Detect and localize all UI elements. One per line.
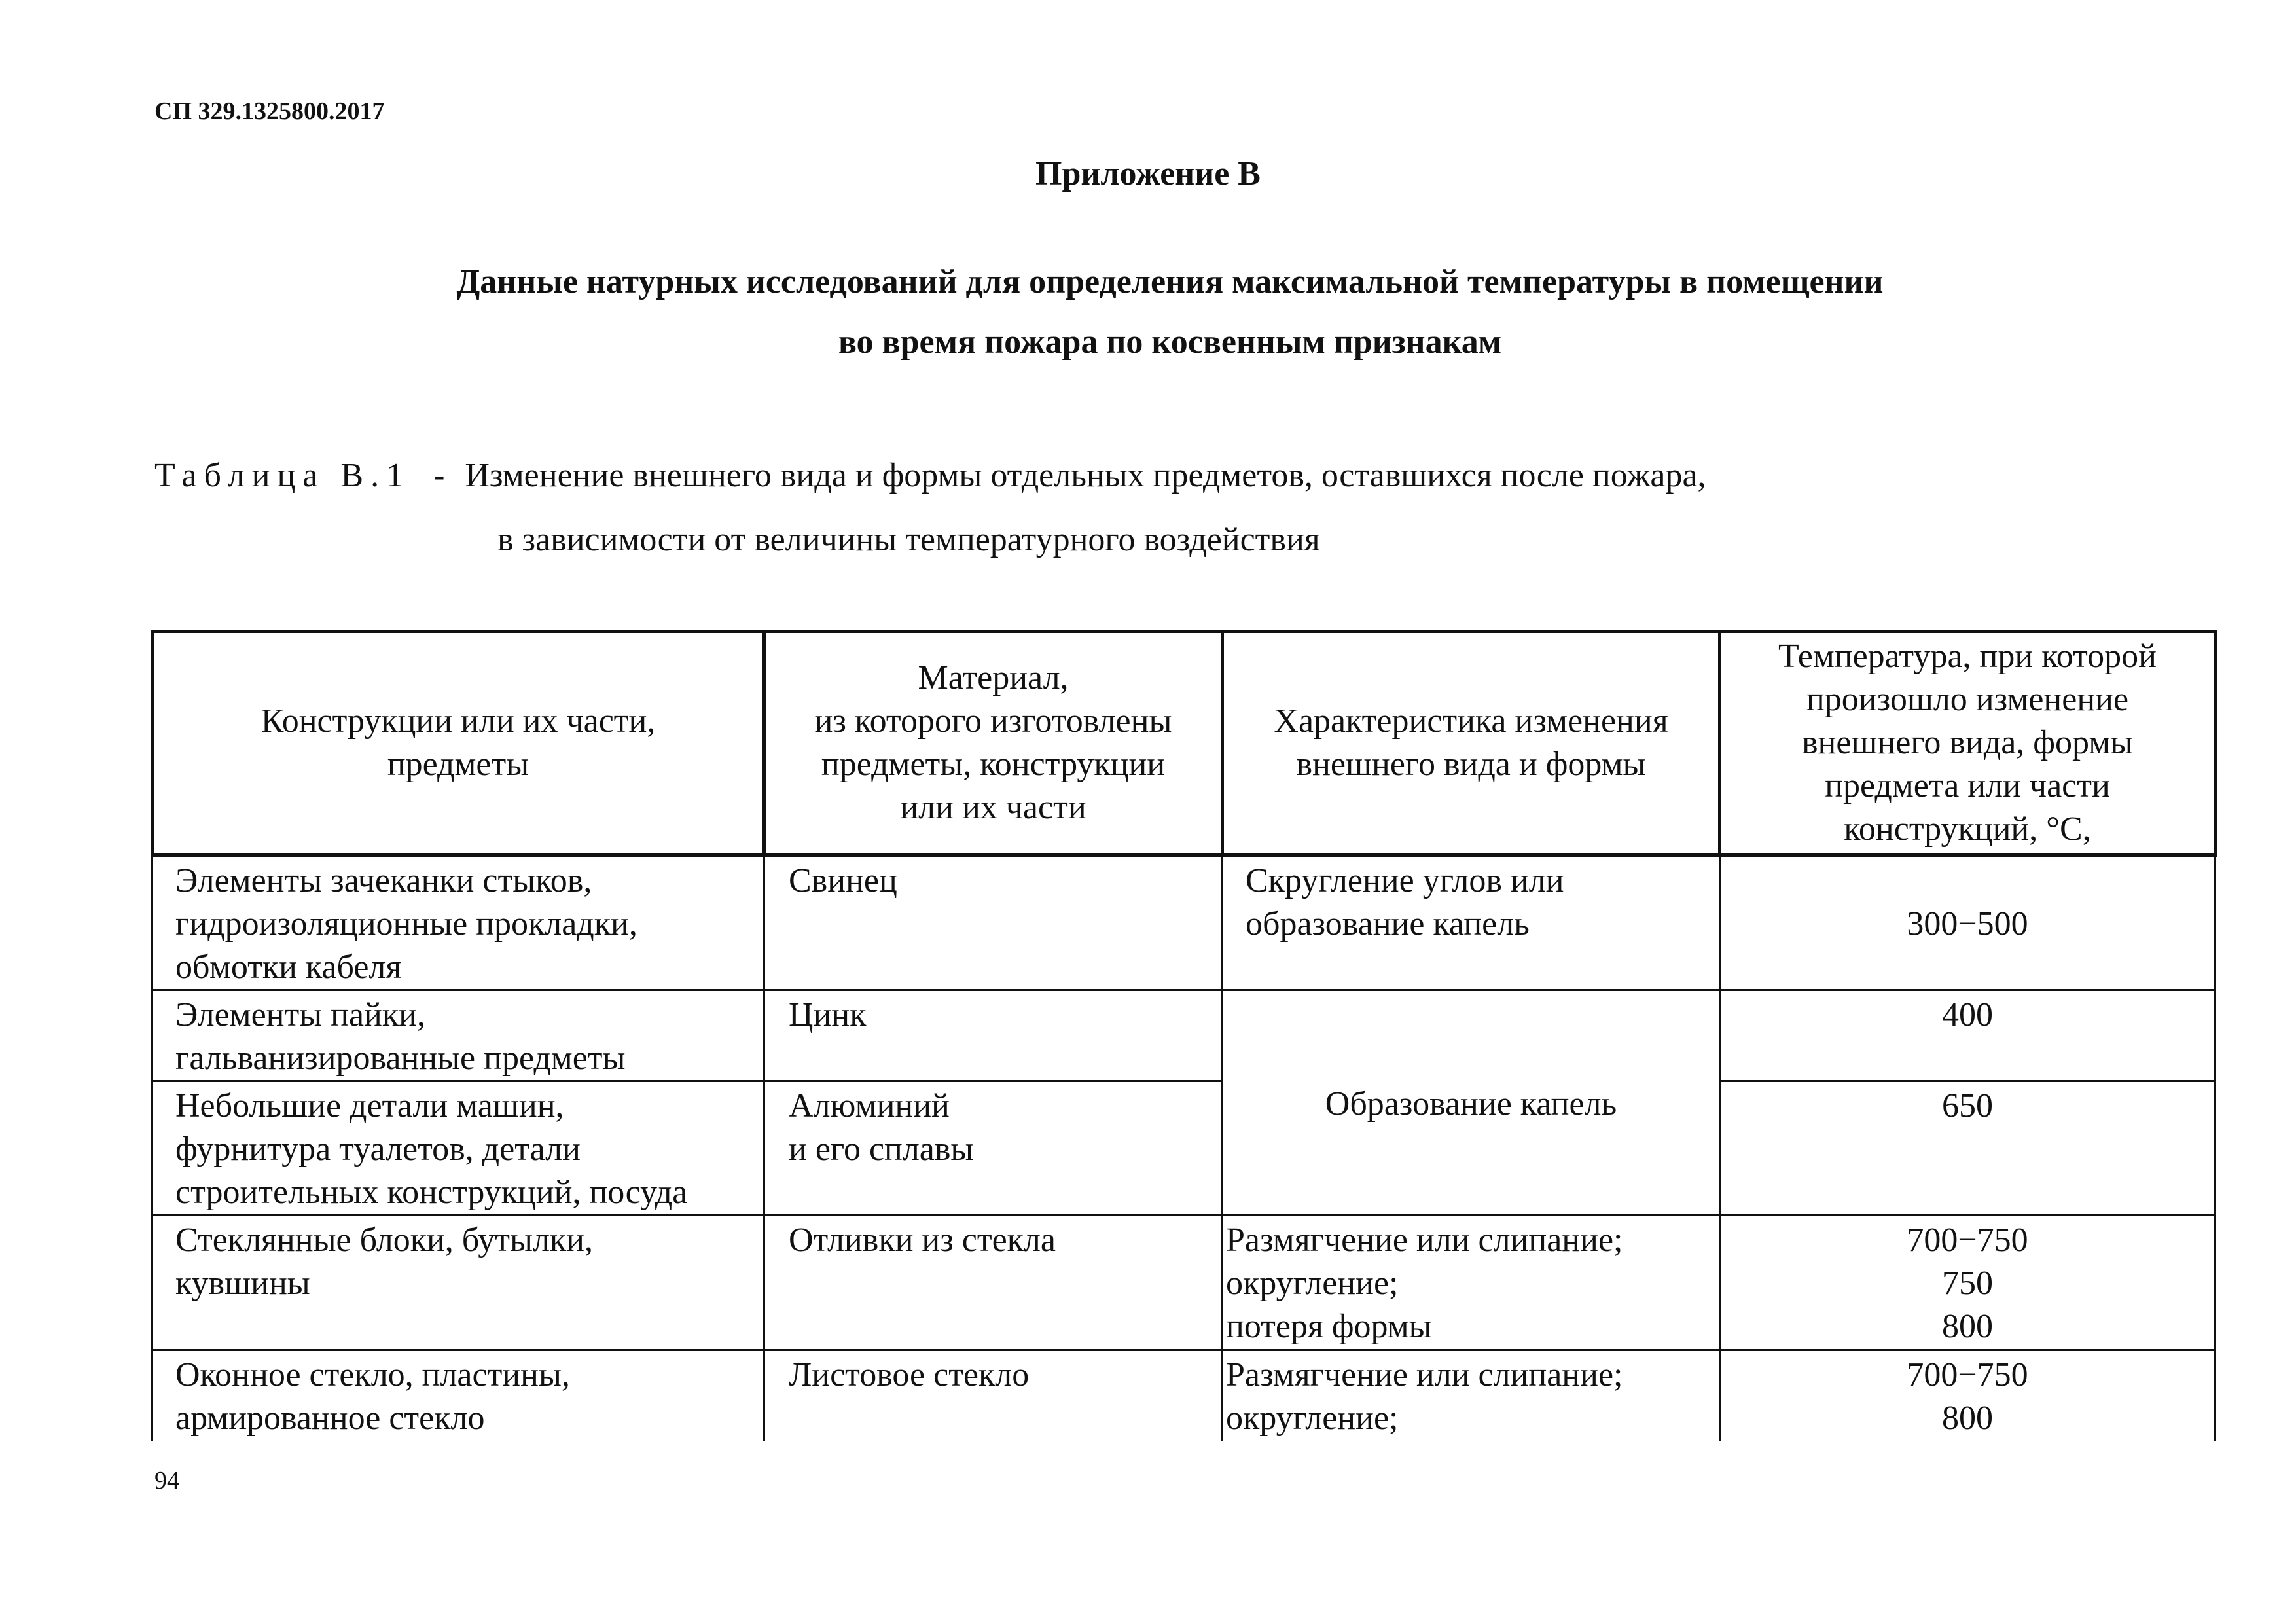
appendix-subtitle <box>340 252 2000 372</box>
cell-temperature: 650 <box>1720 1081 2215 1216</box>
header-temperature: Температура, при которой произошло изменение внешнего вида, формы предмета или части конструкций, °С, <box>1720 632 2215 856</box>
table-caption-label: Таблица В.1 <box>154 457 411 494</box>
table-header-row <box>152 632 2215 856</box>
table-caption-text: Изменение внешнего вида и формы отдельных предметов, оставшихся после пожара, <box>465 457 1706 494</box>
table-row <box>152 1350 2215 1441</box>
cell-material: Цинк <box>764 990 1223 1081</box>
cell-material: Свинец <box>764 855 1223 990</box>
cell-material: Листовое стекло <box>764 1350 1223 1441</box>
cell-item: Элементы зачеканки стыков, гидроизоляционные прокладки, обмотки кабеля <box>152 855 764 990</box>
cell-characteristic: Размягчение или слипание; округление; <box>1223 1350 1720 1441</box>
table-row <box>152 990 2215 1081</box>
table-caption <box>154 456 1706 495</box>
cell-temperature: 300−500 <box>1720 855 2215 990</box>
cell-temperature: 400 <box>1720 990 2215 1081</box>
header-material: Материал, из которого изготовлены предметы, конструкции или их части <box>764 632 1223 856</box>
table-caption-dash: - <box>433 457 445 494</box>
cell-characteristic: Размягчение или слипание; округление; потеря формы <box>1223 1216 1720 1350</box>
appendix-title: Приложение В <box>1035 155 1261 192</box>
cell-temperature: 700−750 800 <box>1720 1350 2215 1441</box>
appendix-subtitle-line: Данные натурных исследований для определения максимальной температуры в помещении <box>456 263 1884 300</box>
cell-characteristic: Скругление углов или образование капель <box>1223 855 1720 990</box>
table-caption-continuation: в зависимости от величины температурного воздействия <box>497 521 1320 558</box>
appendix-subtitle-line: во время пожара по косвенным признакам <box>838 323 1502 361</box>
cell-material: Отливки из стекла <box>764 1216 1223 1350</box>
cell-item: Элементы пайки, гальванизированные предметы <box>152 990 764 1081</box>
table-row <box>152 1081 2215 1216</box>
cell-material: Алюминий и его сплавы <box>764 1081 1223 1216</box>
cell-item: Небольшие детали машин, фурнитура туалетов, детали строительных конструкций, посуда <box>152 1081 764 1216</box>
document-code: СП 329.1325800.2017 <box>154 98 385 125</box>
table-row <box>152 1216 2215 1350</box>
cell-temperature: 700−750 750 800 <box>1720 1216 2215 1350</box>
cell-item: Стеклянные блоки, бутылки, кувшины <box>152 1216 764 1350</box>
header-structures: Конструкции или их части, предметы <box>152 632 764 856</box>
table-row <box>152 855 2215 990</box>
page-number: 94 <box>154 1467 179 1494</box>
cell-characteristic-merged: Образование капель <box>1223 990 1720 1216</box>
header-characteristic: Характеристика изменения внешнего вида и формы <box>1223 632 1720 856</box>
cell-item: Оконное стекло, пластины, армированное стекло <box>152 1350 764 1441</box>
temperature-table <box>151 630 2217 1441</box>
